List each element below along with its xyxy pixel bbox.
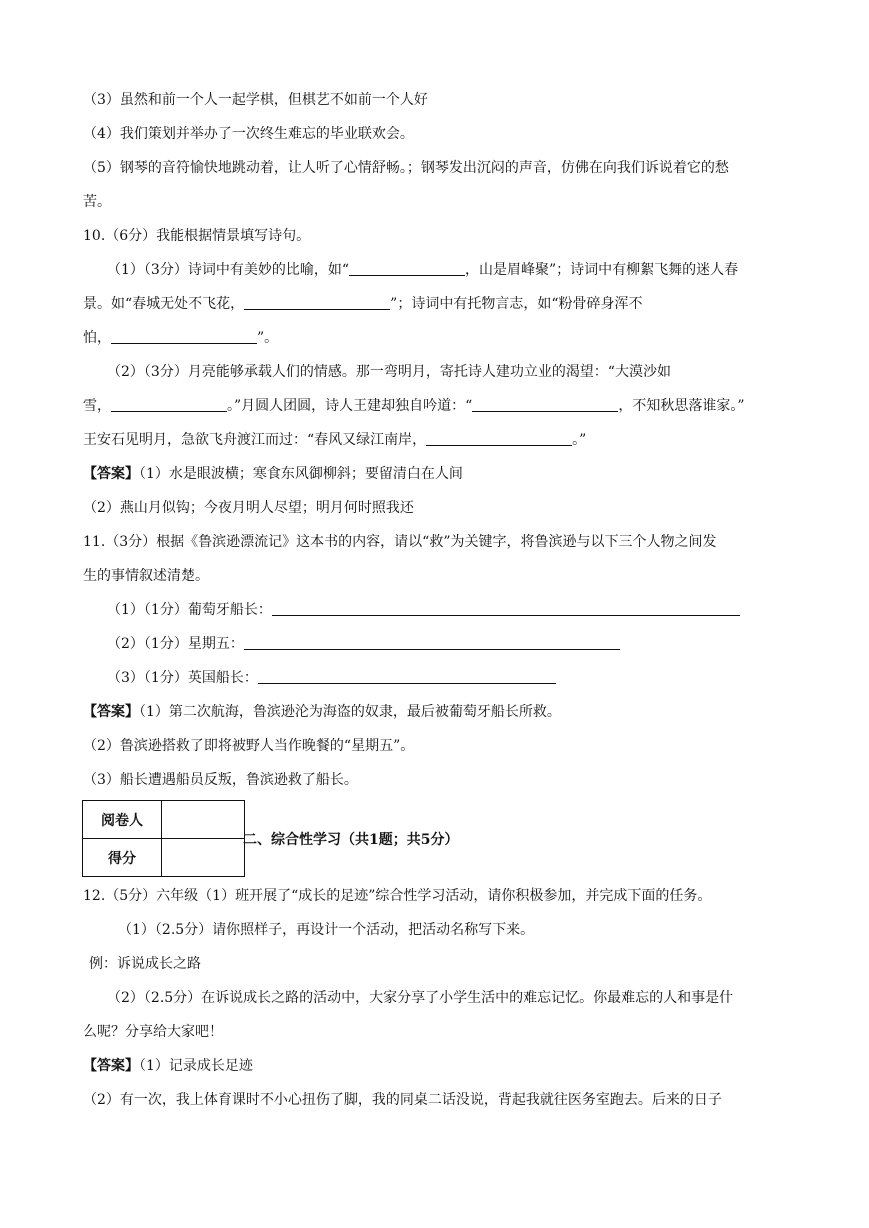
answer-blank[interactable] [426,431,572,446]
answer-blank[interactable] [258,669,556,684]
q12-answer [83,1056,253,1076]
q11-item-1 [107,600,740,620]
answer-text: （1）水是眼波横；寒食东风御柳斜；要留清白在人间 [139,466,463,482]
text-line: （4）我们策划并举办了一次终生难忘的毕业联欢会。 [83,126,414,142]
text-line: （3）虽然和前一个人一起学棋，但棋艺不如前一个人好 [83,92,428,108]
question-12-stem: 12.（5分）六年级（1）班开展了“成长的足迹”综合性学习活动，请你积极参加，并完成下面的任务。 [83,888,712,904]
q10-part2-line3 [83,430,586,450]
text-segment: 王安石见明月，急欲飞舟渡江而过：“春风又绿江南岸， [83,432,427,448]
question-11-stem: 11.（3分）根据《鲁滨逊漂流记》这本书的内容，请以“救”为关键字，将鲁滨逊与以下三个人物之间发 [83,534,717,550]
q12-part-1: （1）（2.5分）请你照样子，再设计一个活动，把活动名称写下来。 [118,922,535,938]
answer-blank[interactable] [244,635,620,650]
q12-part-2-cont: 么呢？分享给大家吧！ [83,1024,223,1040]
answer-blank[interactable] [111,329,257,344]
reviewer-label: 阅卷人 [83,801,162,839]
q11-answer [83,702,561,722]
text-segment: 景。如“春城无处不飞花， [83,296,245,312]
score-box [82,800,245,877]
q11-answer-2: （2）鲁滨逊搭救了即将被野人当作晚餐的“星期五”。 [83,738,415,754]
text-segment: （1）（1分）葡萄牙船长： [107,602,272,618]
reviewer-cell[interactable] [162,801,245,839]
question-10-stem: 10.（6分）我能根据情景填写诗句。 [83,228,311,244]
section-title: 二、综合性学习（共1题；共5分） [243,832,459,848]
answer-tag: 【答案】 [83,1058,139,1074]
text-segment: ”。 [257,330,279,346]
answer-tag: 【答案】 [83,466,139,482]
score-label: 得分 [83,839,162,877]
answer-blank[interactable] [111,397,227,412]
answer-text: （1）记录成长足迹 [139,1058,253,1074]
q11-item-2 [107,634,620,654]
text-segment: ，不知秋思落谁家。” [618,398,745,414]
text-segment: 。”月圆人团圆，诗人王建却独自吟道：“ [227,398,473,414]
q12-part-2: （2）（2.5分）在诉说成长之路的活动中，大家分享了小学生活中的难忘记忆。你最难忘的人和事是什 [107,990,734,1006]
text-line: （5）钢琴的音符愉快地跳动着，让人听了心情舒畅。；钢琴发出沉闷的声音，仿佛在向我们诉说着它的愁 [83,160,729,176]
q11-item-3 [107,668,556,688]
q10-part2-line1: （2）（3分）月亮能够承载人们的情感。那一弯明月，寄托诗人建功立业的渴望：“大漠沙如 [107,364,671,380]
answer-text: （1）第二次航海，鲁滨逊沦为海盗的奴隶，最后被葡萄牙船长所救。 [139,704,561,720]
answer-blank[interactable] [472,397,618,412]
q10-part1-line2 [83,294,643,314]
text-segment: 怕， [83,330,111,346]
q10-answer-2: （2）燕山月似钩；今夜月明人尽望；明月何时照我还 [83,500,414,516]
text-line: 苦。 [83,194,111,210]
q10-part2-line2 [83,396,745,416]
score-cell[interactable] [162,839,245,877]
text-segment: 。” [572,432,587,448]
q10-answer [83,464,463,484]
text-segment: （2）（1分）星期五： [107,636,244,652]
q10-part1-line1 [107,260,738,280]
q11-answer-3: （3）船长遭遇船员反叛，鲁滨逊救了船长。 [83,772,358,788]
q12-example: 例：诉说成长之路 [89,956,201,972]
text-segment: 雪， [83,398,111,414]
question-11-stem-cont: 生的事情叙述清楚。 [83,568,209,584]
answer-blank[interactable] [272,601,740,616]
answer-tag: 【答案】 [83,704,139,720]
text-segment: ，山是眉峰聚”；诗词中有柳絮飞舞的迷人春 [464,262,739,278]
q10-part1-line3 [83,328,278,348]
text-segment: ”；诗词中有托物言志，如“粉骨碎身浑不 [390,296,643,312]
q12-answer-2: （2）有一次，我上体育课时不小心扭伤了脚，我的同桌二话没说，背起我就往医务室跑去。后来的日子 [83,1092,722,1108]
answer-blank[interactable] [244,295,390,310]
text-segment: （3）（1分）英国船长： [107,670,258,686]
answer-blank[interactable] [349,261,465,276]
text-segment: （1）（3分）诗词中有美妙的比喻，如“ [107,262,349,278]
